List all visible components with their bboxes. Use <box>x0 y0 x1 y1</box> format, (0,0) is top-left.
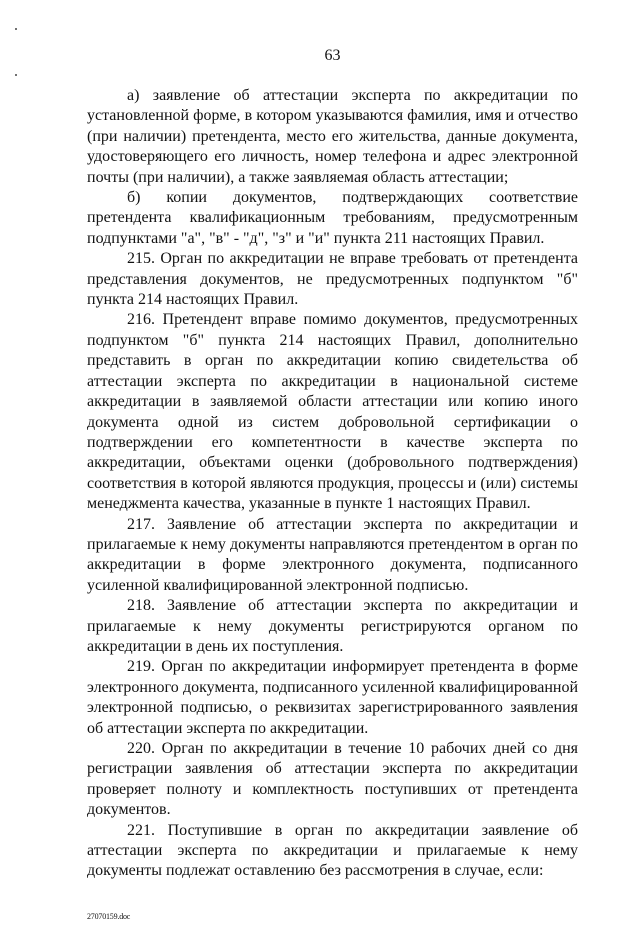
scan-artifact-dot <box>15 74 17 76</box>
footer-filename: 27070159.doc <box>87 911 131 921</box>
paragraph-216: 216. Претендент вправе помимо документов, предусмотренных подпунктом "б" пункта 214 настоящих Правил, дополнительно представить в орган по аккредитации копию свидетельства об аттестации эксперта по аккредитации в национальной системе аккредитации в заявляемой области аттестации или копию иного документа одной из систем добровольной сертификации о подтверждении его компетентности в качестве эксперта по аккредитации, объектами оценки (добровольного подтверждения) соответствия в которой являются продукция, процессы и (или) системы менеджмента качества, указанные в пункте 1 настоящих Правил. <box>87 311 578 513</box>
document-body <box>87 86 578 882</box>
paragraph-221: 221. Поступившие в орган по аккредитации заявление об аттестации эксперта по аккредитации и прилагаемые к нему документы подлежат оставлению без рассмотрения в случае, если: <box>87 821 578 880</box>
paragraph-218: 218. Заявление об аттестации эксперта по аккредитации и прилагаемые к нему документы регистрируются органом по аккредитации в день их поступления. <box>87 597 578 655</box>
paragraph-subitem-a: а) заявление об аттестации эксперта по аккредитации по установленной форме, в котором указываются фамилия, имя и отчество (при наличии) претендента, место его жительства, данные документа, удостоверяющего его личность, номер телефона и адрес электронной почты (при наличии), а также заявляемая область аттестации; <box>87 87 578 186</box>
paragraph-215: 215. Орган по аккредитации не вправе требовать от претендента представления документов, не предусмотренных подпунктом "б" пункта 214 настоящих Правил. <box>87 250 578 309</box>
paragraph-220: 220. Орган по аккредитации в течение 10 рабочих дней со дня регистрации заявления об аттестации эксперта по аккредитации проверяет полноту и комплектность поступивших от претендента документов. <box>87 740 578 819</box>
paragraph-subitem-b: б) копии документов, подтверждающих соответствие претендента квалификационным требованиям, предусмотренным подпунктами "а", "в" - "д", "з" и "и" пункта 211 настоящих Правил. <box>87 189 578 247</box>
scan-artifact-dot <box>15 28 17 30</box>
page-number: 63 <box>324 47 341 64</box>
paragraph-217: 217. Заявление об аттестации эксперта по аккредитации и прилагаемые к нему документы направляются претендентом в орган по аккредитации в форме электронного документа, подписанного усиленной квалифицированной электронной подписью. <box>87 515 578 594</box>
paragraph-219: 219. Орган по аккредитации информирует претендента в форме электронного документа, подписанного усиленной квалифицированной электронной подписью, о реквизитах зарегистрированного заявления об аттестации эксперта по аккредитации. <box>87 658 578 737</box>
